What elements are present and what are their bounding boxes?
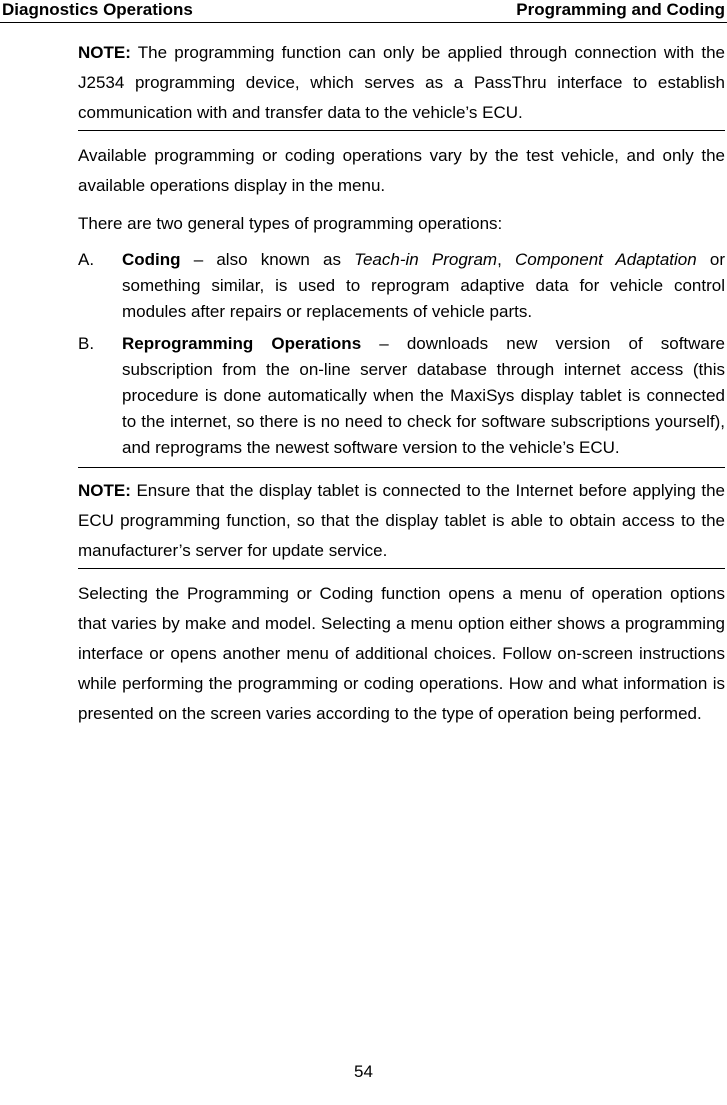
item-text: – also known as: [180, 250, 355, 269]
list-item-coding: [78, 247, 725, 325]
header-section-title: Diagnostics Operations: [2, 0, 193, 19]
note-j2534-text: [78, 38, 725, 128]
note-label: NOTE:: [78, 43, 131, 62]
list-marker: B.: [78, 334, 95, 353]
operation-types-list: [78, 247, 725, 461]
item-text: or something similar, is used to reprogram adaptive data for vehicle control modules after repairs or replacements of vehicle parts.: [122, 250, 725, 321]
note-internet-text: [78, 476, 725, 566]
term-teach-in-program: Teach-in Program: [354, 250, 498, 269]
paragraph-operation-types: There are two general types of programming operations:: [78, 214, 503, 233]
page-number: 54: [354, 1062, 373, 1081]
note-j2534: [78, 38, 725, 131]
paragraph-selecting-function: Selecting the Programming or Coding function opens a menu of operation options that varies by make and model. Selecting a menu option either shows a programming interface or opens another menu of additional choices. Follow on-screen instructions while performing the programming or coding operations. How and what information is presented on the screen varies according to the type of operation being performed.: [78, 584, 725, 723]
note-internet: [78, 476, 725, 569]
list-marker: A.: [78, 250, 95, 269]
note-body: The programming function can only be applied through connection with the J2534 programming device, which serves as a PassThru interface to establish communication with and transfer data to the vehicle’s ECU.: [78, 43, 725, 122]
paragraph-available-operations: Available programming or coding operations vary by the test vehicle, and only the available operations display in the menu.: [78, 146, 725, 195]
item-text: – downloads new version of software subscription from the on-line server database through internet access (this procedure is done automatically when the MaxiSys display tablet is connected to the internet, so there is no need to check for software subscriptions yourself), and reprograms the newest software version to the vehicle’s ECU.: [122, 334, 725, 457]
term-component-adaptation: Component Adaptation: [514, 250, 697, 269]
divider: [78, 467, 725, 468]
term-reprogramming-operations: Reprogramming Operations: [122, 334, 362, 353]
note-label: NOTE:: [78, 481, 131, 500]
list-item-reprogramming: [78, 331, 725, 461]
page-content: [78, 38, 725, 729]
item-text: ,: [497, 250, 515, 269]
note-body: Ensure that the display tablet is connected to the Internet before applying the ECU programming function, so that the display tablet is able to obtain access to the manufacturer’s server for update service.: [78, 481, 725, 560]
page-header: [0, 0, 727, 23]
term-coding: Coding: [122, 250, 181, 269]
header-chapter-title: Programming and Coding: [516, 0, 725, 19]
